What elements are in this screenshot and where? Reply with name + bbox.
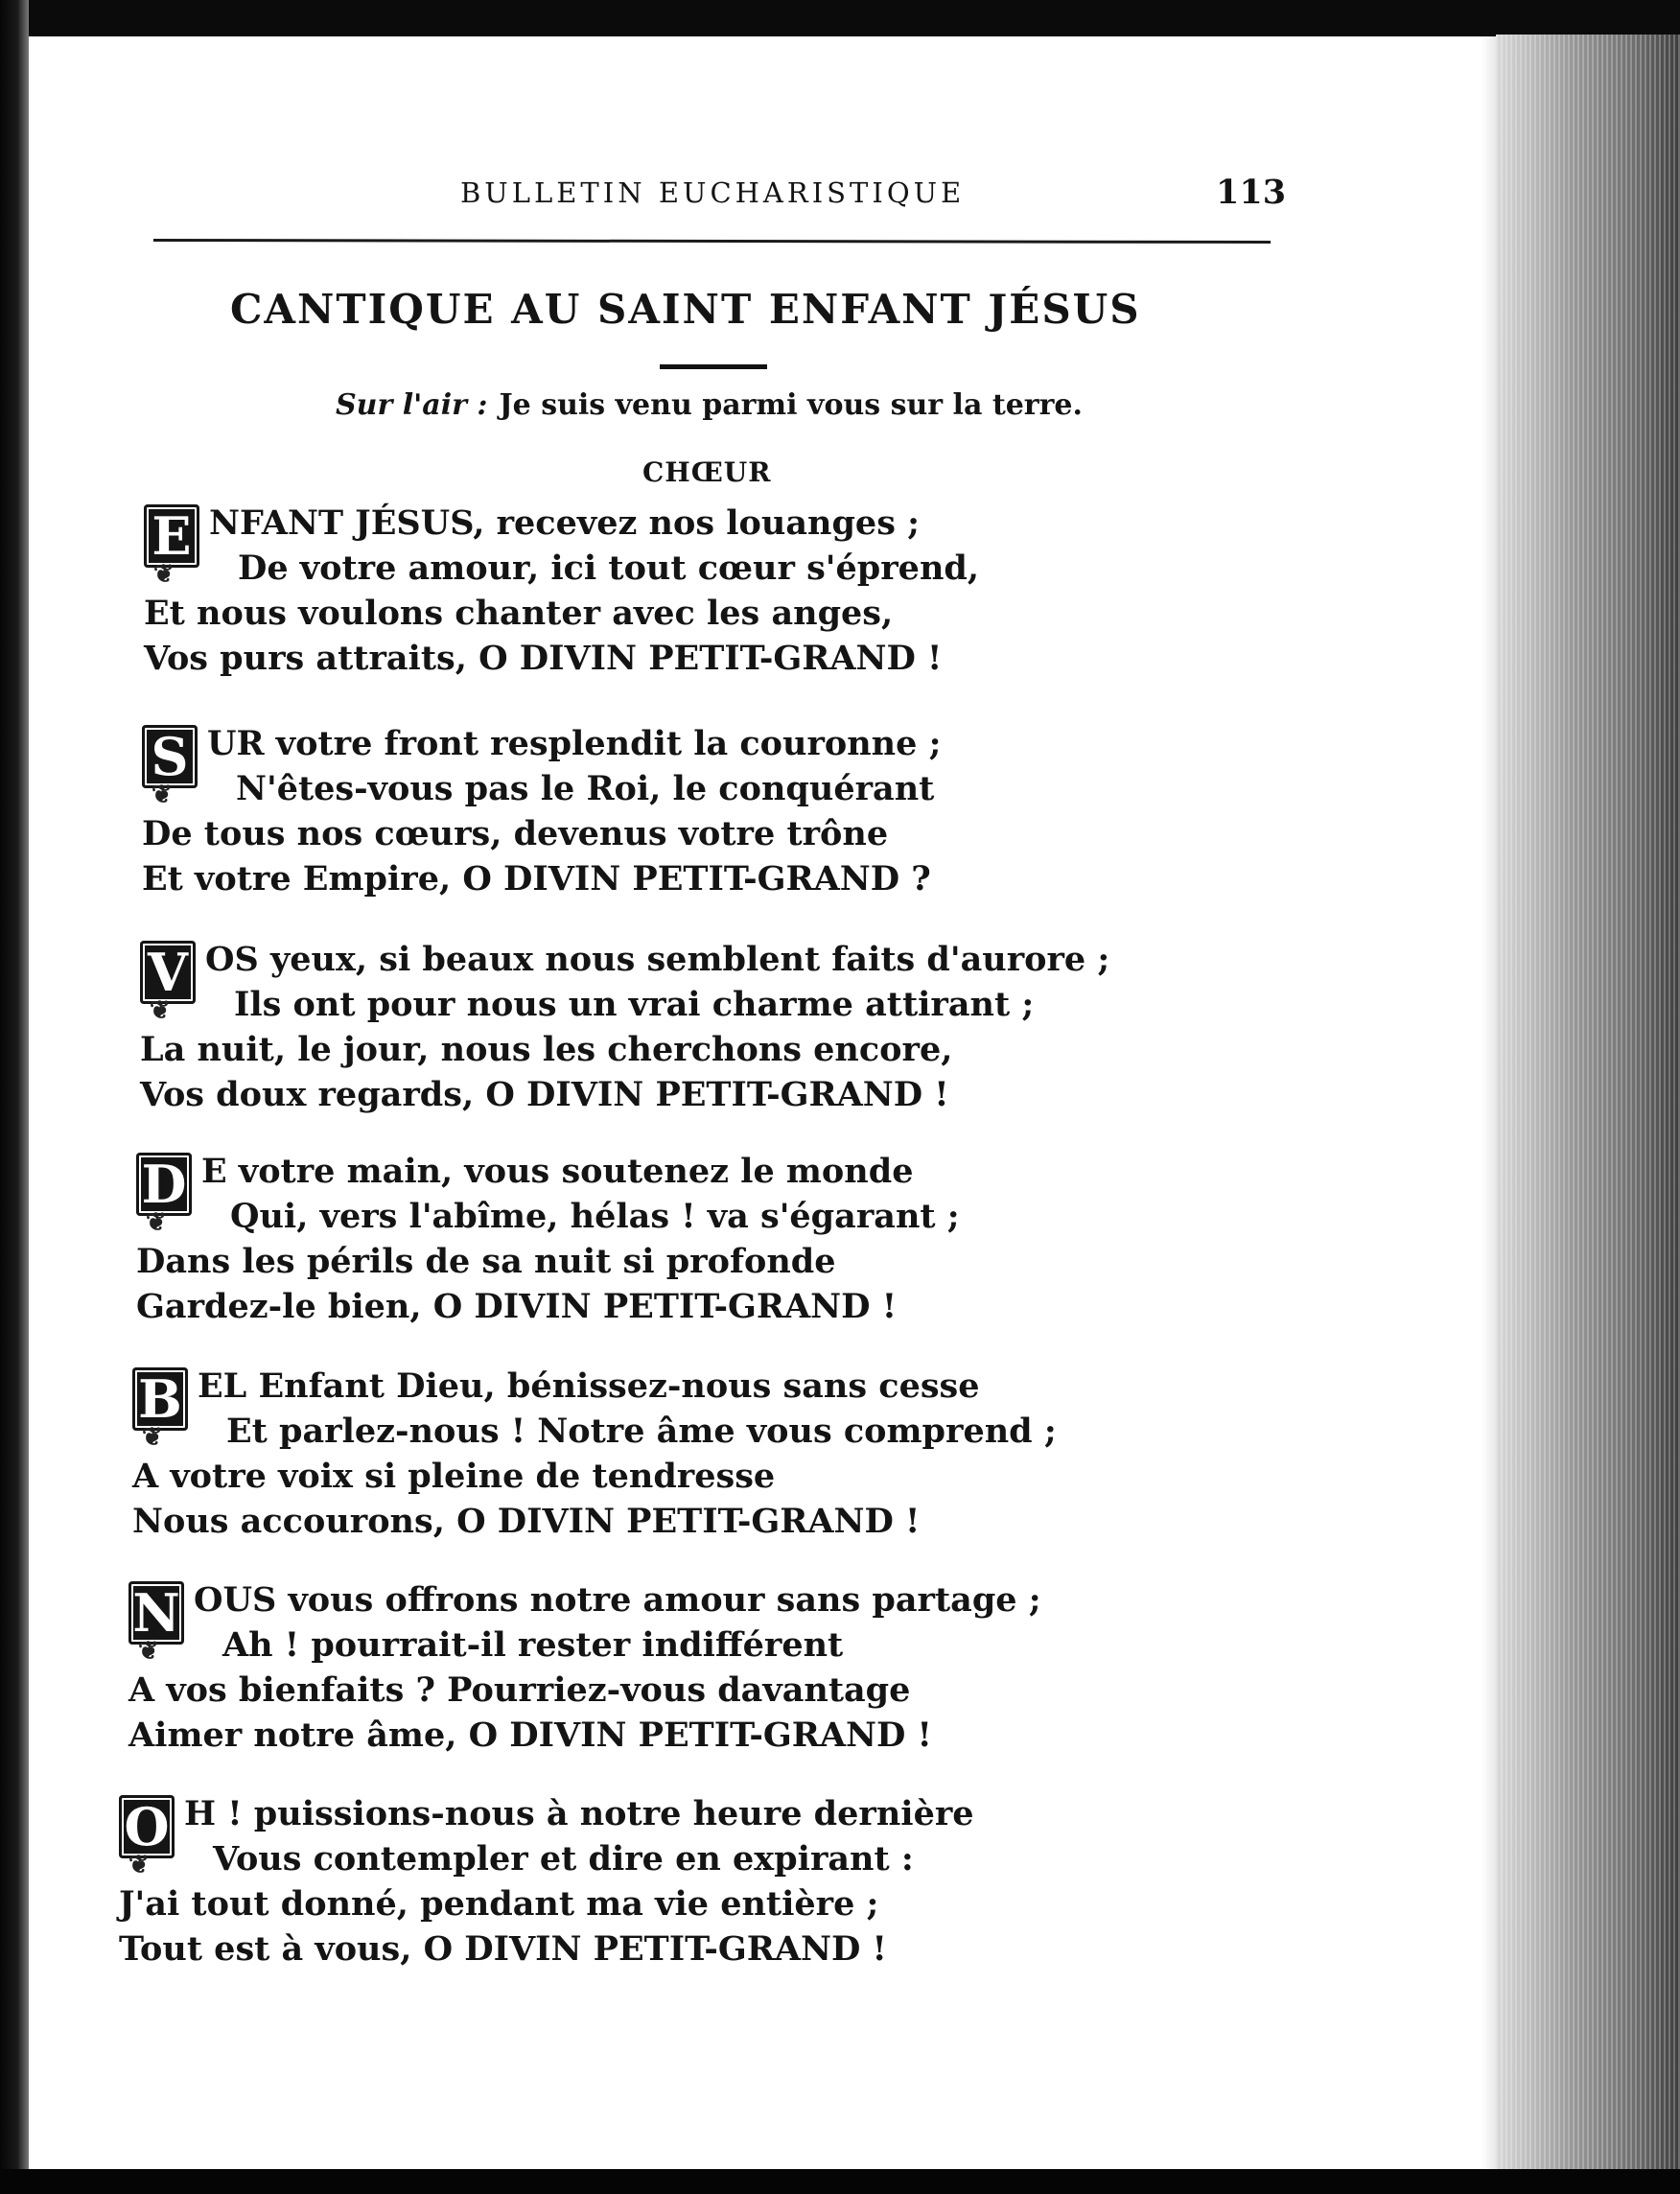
- stanza-line: Nous accourons, O DIVIN PETIT-GRAND !: [132, 1502, 921, 1541]
- hymn-title: CANTIQUE AU SAINT ENFANT JÉSUS: [230, 286, 1141, 333]
- page-number: 113: [1216, 173, 1287, 212]
- stanza-first-line: NFANT JÉSUS, recevez nos louanges ;: [209, 503, 920, 543]
- header-rule: [153, 239, 1271, 244]
- scan-bottom-border: [0, 2169, 1680, 2194]
- stanza-first-line: H ! puissions-nous à notre heure dernière: [184, 1794, 974, 1833]
- stanza-6: [128, 1577, 1318, 1758]
- tune-text: Je suis venu parmi vous sur la terre.: [499, 388, 1083, 422]
- stanza-line: J'ai tout donné, pendant ma vie entière ;: [119, 1884, 879, 1924]
- ornamental-initial: B ❦: [132, 1367, 188, 1431]
- stanza-first-line: EL Enfant Dieu, bénissez-nous sans cesse: [198, 1366, 980, 1406]
- ornamental-initial: O ❦: [119, 1795, 175, 1858]
- stanza-line: De votre amour, ici tout cœur s'éprend,: [238, 548, 980, 588]
- ornamental-initial: S ❦: [142, 725, 198, 788]
- ornamental-initial: V ❦: [140, 941, 196, 1004]
- ornamental-initial: E ❦: [144, 504, 199, 568]
- stanza-3: [140, 937, 1329, 1117]
- stanza-line: Qui, vers l'abîme, hélas ! va s'égarant ;: [230, 1197, 960, 1236]
- stanza-first-line: UR votre front resplendit la couronne ;: [207, 724, 942, 763]
- stanza-line: Vous contempler et dire en expirant :: [213, 1839, 914, 1879]
- stanza-line: Et parlez-nous ! Notre âme vous comprend ;: [226, 1412, 1057, 1451]
- stanza-first-line: E votre main, vous soutenez le monde: [201, 1152, 914, 1191]
- ornamental-initial: D ❦: [136, 1153, 192, 1216]
- stanza-first-line: OS yeux, si beaux nous semblent faits d'aurore ;: [205, 940, 1110, 979]
- chorus-label: CHŒUR: [642, 456, 772, 488]
- running-title: BULLETIN EUCHARISTIQUE: [460, 176, 966, 209]
- stanza-line: A votre voix si pleine de tendresse: [132, 1457, 776, 1496]
- stanza-line: N'êtes-vous pas le Roi, le conquérant: [236, 769, 935, 808]
- stanza-line: Aimer notre âme, O DIVIN PETIT-GRAND !: [128, 1716, 932, 1755]
- ornamental-initial: N ❦: [128, 1581, 184, 1645]
- book-page-edges: [1496, 35, 1680, 2169]
- stanza-line: Dans les périls de sa nuit si profonde: [136, 1242, 836, 1281]
- scan-binding-shadow: [0, 0, 29, 2194]
- stanza-first-line: OUS vous offrons notre amour sans partage ;: [194, 1580, 1041, 1620]
- tune-label: Sur l'air :: [336, 388, 488, 422]
- stanza-line: A vos bienfaits ? Pourriez-vous davantage: [128, 1670, 911, 1710]
- stanza-line: De tous nos cœurs, devenus votre trône: [142, 814, 889, 853]
- stanza-line: Ah ! pourrait-il rester indifférent: [222, 1625, 844, 1665]
- stanza-5: [132, 1364, 1321, 1544]
- scan-top-border: [0, 0, 1680, 36]
- stanza-line: Vos purs attraits, O DIVIN PETIT-GRAND !: [144, 639, 943, 678]
- tune-line: [336, 388, 1083, 422]
- stanza-4: [136, 1149, 1325, 1329]
- stanza-line: Ils ont pour nous un vrai charme attirant ;: [234, 985, 1035, 1024]
- stanza-line: Vos doux regards, O DIVIN PETIT-GRAND !: [140, 1075, 949, 1114]
- stanza-line: La nuit, le jour, nous les cherchons encore,: [140, 1030, 953, 1069]
- stanza-7: [119, 1791, 1308, 1972]
- stanza-line: Gardez-le bien, O DIVIN PETIT-GRAND !: [136, 1287, 898, 1326]
- stanza-line: Et votre Empire, O DIVIN PETIT-GRAND ?: [142, 859, 931, 899]
- stanza-1: [144, 501, 1333, 681]
- title-rule: [660, 364, 767, 369]
- stanza-line: Tout est à vous, O DIVIN PETIT-GRAND !: [119, 1929, 887, 1969]
- stanza-line: Et nous voulons chanter avec les anges,: [144, 594, 894, 633]
- stanza-2: [142, 721, 1331, 901]
